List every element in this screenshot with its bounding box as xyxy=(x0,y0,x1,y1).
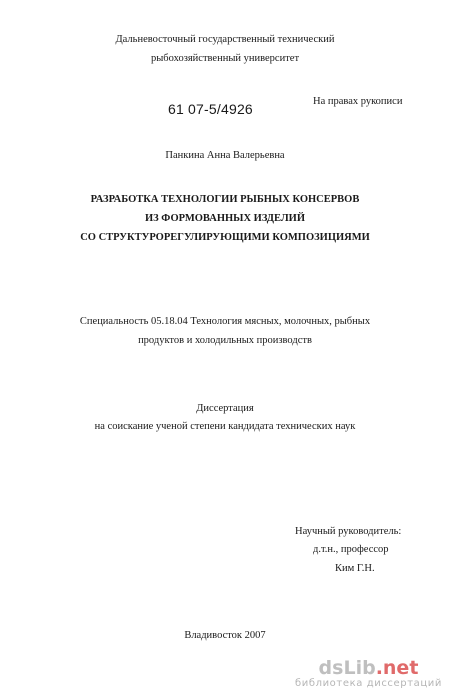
dslib-watermark xyxy=(295,658,442,690)
title-line-1: РАЗРАБОТКА ТЕХНОЛОГИИ РЫБНЫХ КОНСЕРВОВ xyxy=(90,194,360,205)
institution-line-1: Дальневосточный государственный технический xyxy=(115,34,335,45)
institution-line-2: рыбохозяйственный университет xyxy=(150,53,300,64)
registration-number-stamp: 61 07-5/4926 xyxy=(168,101,253,117)
specialty-line-1: Специальность 05.18.04 Технология мясных, молочных, рыбных xyxy=(79,316,371,327)
work-type-purpose: на соискание ученой степени кандидата технических наук xyxy=(94,421,356,432)
watermark-logo-right: .net xyxy=(375,657,419,679)
supervisor-label: Научный руководитель: xyxy=(295,526,402,537)
place-year: Владивосток 2007 xyxy=(184,630,266,641)
work-type-label: Диссертация xyxy=(196,403,254,414)
supervisor-name: Ким Г.Н. xyxy=(335,563,375,574)
supervisor-degree: д.т.н., профессор xyxy=(313,544,389,555)
watermark-logo xyxy=(295,658,442,678)
specialty-line-2: продуктов и холодильных производств xyxy=(138,335,312,346)
title-line-2: ИЗ ФОРМОВАННЫХ ИЗДЕЛИЙ xyxy=(144,213,306,224)
watermark-logo-left: dsLib xyxy=(318,657,376,679)
manuscript-notice: На правах рукописи xyxy=(313,96,403,107)
title-line-3: СО СТРУКТУРОРЕГУЛИРУЮЩИМИ КОМПОЗИЦИЯМИ xyxy=(80,232,370,243)
author-name: Панкина Анна Валерьевна xyxy=(165,150,285,161)
watermark-subtitle: библиотека диссертаций xyxy=(294,678,442,689)
